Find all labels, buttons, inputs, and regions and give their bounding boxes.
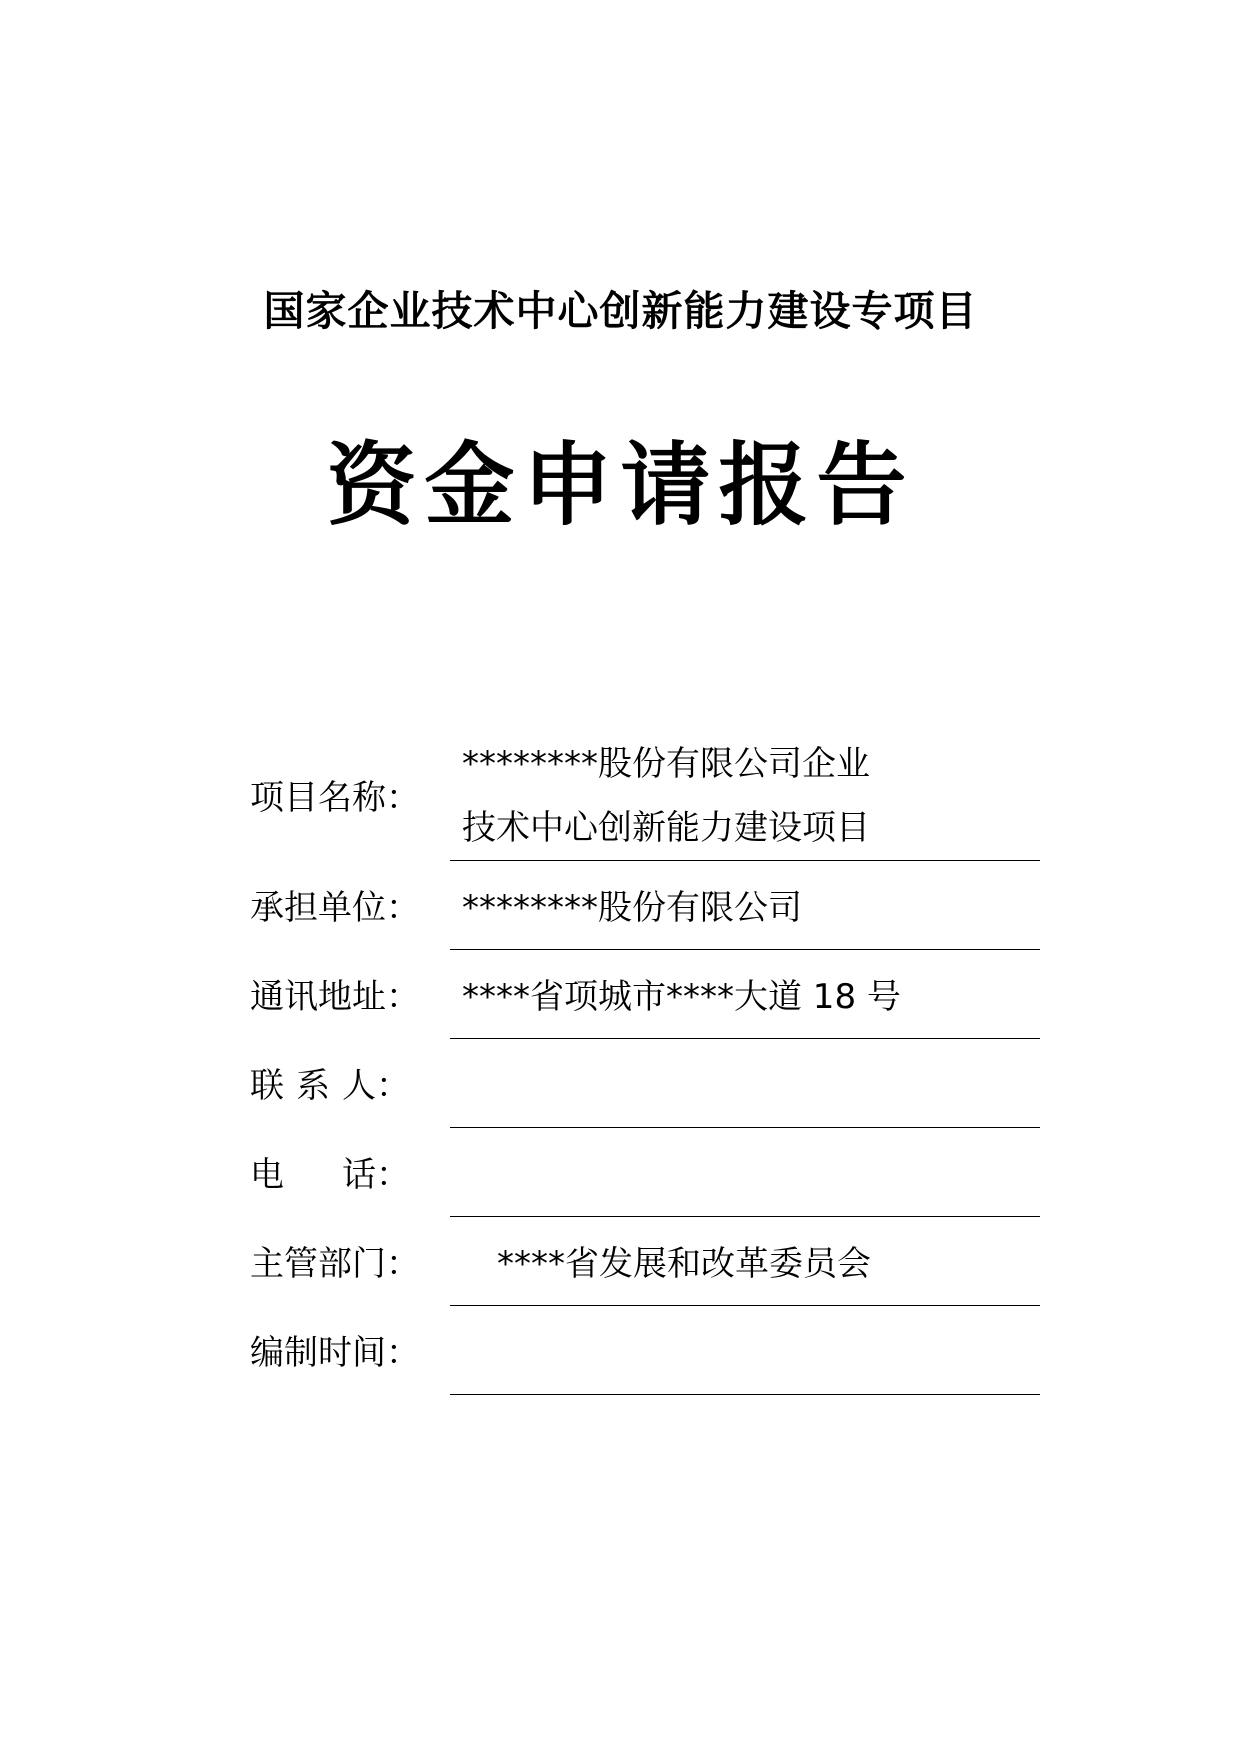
contact-person-underline xyxy=(450,1127,1040,1128)
mailing-address-label: 通讯地址： xyxy=(250,977,420,1017)
mailing-address-underline xyxy=(450,1038,1040,1039)
compilation-date-label: 编制时间： xyxy=(250,1333,420,1373)
mailing-address-value: ****省项城市****大道 18 号 xyxy=(462,977,901,1017)
phone-underline xyxy=(450,1216,1040,1217)
compilation-date-underline xyxy=(450,1394,1040,1395)
supervising-department-value: ****省发展和改革委员会 xyxy=(497,1244,871,1284)
project-name-value-line1: ********股份有限公司企业 xyxy=(462,744,870,784)
report-title: 资金申请报告 xyxy=(326,432,915,538)
supervising-department-underline xyxy=(450,1305,1040,1306)
undertaking-unit-underline xyxy=(450,949,1040,950)
undertaking-unit-value: ********股份有限公司 xyxy=(462,888,802,928)
project-category-heading: 国家企业技术中心创新能力建设专项目 xyxy=(263,287,978,335)
project-name-underline xyxy=(450,860,1040,861)
contact-person-label-char-3: 人： xyxy=(342,1066,410,1106)
project-name-value-line2: 技术中心创新能力建设项目 xyxy=(462,808,870,848)
supervising-department-label: 主管部门： xyxy=(250,1244,420,1284)
contact-person-label-char-2: 系 xyxy=(296,1066,330,1106)
contact-person-label-char-1: 联 xyxy=(250,1066,284,1106)
phone-label xyxy=(250,1151,430,1199)
undertaking-unit-label: 承担单位： xyxy=(250,888,420,928)
project-name-label: 项目名称： xyxy=(250,778,420,818)
phone-label-char-2: 话： xyxy=(342,1155,410,1195)
phone-label-char-1: 电 xyxy=(250,1155,284,1195)
contact-person-label xyxy=(250,1062,430,1110)
